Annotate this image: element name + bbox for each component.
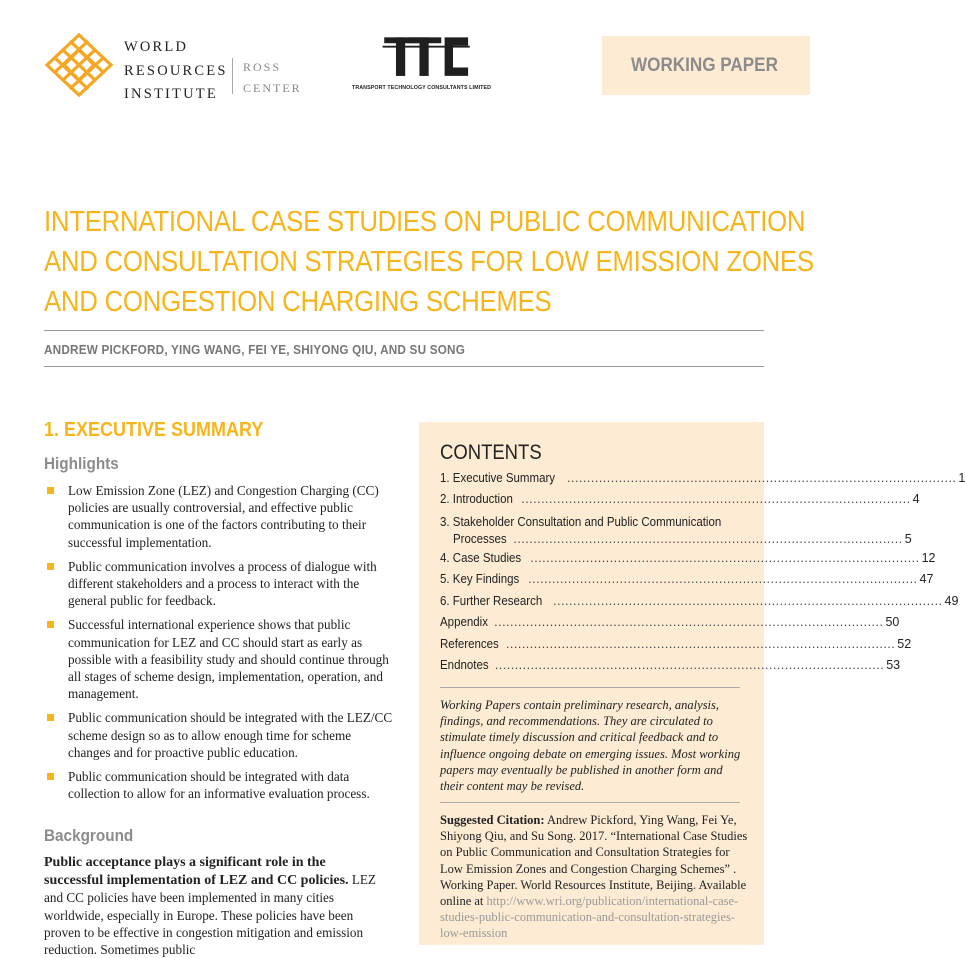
toc-leader: .................................................................................................. (494, 657, 885, 672)
toc-entry[interactable]: 3. Stakeholder Consultation and Public Communication Processes .................................................................................................. 5 (440, 514, 740, 549)
page-title: INTERNATIONAL CASE STUDIES ON PUBLIC COMMUNICATION AND CONSULTATION STRATEGIES FOR LOW EMISSION ZONES AND CONGESTION CHARGING SCHEMES (44, 206, 814, 318)
ttc-logo-icon (352, 34, 502, 86)
authors-line: ANDREW PICKFORD, YING WANG, FEI YE, SHIYONG QIU, AND SU SONG (44, 343, 466, 357)
list-item: Successful international experience shows that public communication for LEZ and CC should start as early as possible with a feasibility study and should continue through all stages of scheme design, implementation, operation, and management. (44, 616, 394, 702)
table-of-contents (440, 471, 965, 679)
list-item: Low Emission Zone (LEZ) and Congestion Charging (CC) policies are usually controversial, and effective public communication is one of the factors contributing to their successful implementation. (44, 482, 394, 551)
toc-entry[interactable]: 5. Key Findings .................................................................................................. 47 (440, 572, 934, 587)
toc-leader: .................................................................................................. (528, 572, 918, 587)
highlights-list (44, 482, 394, 809)
toc-entry[interactable]: Endnotes .................................................................................................. 53 (440, 657, 901, 672)
toc-entry[interactable]: References .................................................................................................. 52 (440, 636, 912, 651)
note-divider (440, 802, 740, 803)
highlights-heading: Highlights (44, 454, 119, 473)
list-item: Public communication involves a process of dialogue with different stakeholders and a process to interact with the general public for feedback. (44, 558, 394, 610)
citation-link[interactable]: http://www.wri.org/publication/international-case-studies-public-communication-and-consultation-strategies-low-emission (440, 894, 739, 941)
title-divider (44, 330, 764, 331)
toc-entry[interactable]: 2. Introduction .................................................................................................. 4 (440, 492, 920, 507)
background-paragraph: Public acceptance plays a significant role in the successful implementation of LEZ and CC policies. LEZ and CC policies have been implemented in many cities worldwide, especially in Europe. These policies have been proven to be effective in congestion mitigation and emission reduction. Sometimes public (44, 855, 376, 958)
toc-leader: .................................................................................................. (553, 593, 943, 608)
contents-divider (440, 687, 740, 688)
toc-leader: .................................................................................................. (505, 636, 896, 651)
authors-divider (44, 366, 764, 367)
bullet-square-icon (47, 487, 54, 494)
toc-entry[interactable]: 6. Further Research .................................................................................................. 49 (440, 593, 959, 608)
list-item: Public communication should be integrated with data collection to allow for an informative evaluation process. (44, 768, 394, 802)
suggested-citation: Suggested Citation: Andrew Pickford, Ying Wang, Fei Ye, Shiyong Qiu, and Su Song. 2017. “International Case Studies on Public Communication and Consultation Strategies for Low Emission Zones and Congestion Charging Schemes” . Working Paper. World Resources Institute, Beijing. Available online at http://www.wri.org/publication/international-case-studies-public-communication-and-consultation-strategies-low-emission (440, 813, 748, 941)
wri-knot-logo-icon (44, 32, 114, 98)
bullet-square-icon (47, 714, 54, 721)
wri-wordmark: WORLD RESOURCES INSTITUTE (124, 39, 228, 102)
toc-leader: .................................................................................................. (521, 492, 911, 507)
list-item: Public communication should be integrated with the LEZ/CC scheme design so as to allow enough time for scheme changes and for proactive public education. (44, 709, 394, 761)
toc-leader: .................................................................................................. (530, 550, 920, 565)
toc-entry[interactable]: 4. Case Studies .................................................................................................. 12 (440, 550, 936, 565)
toc-leader: .................................................................................................. (513, 532, 903, 547)
contents-heading: CONTENTS (440, 441, 542, 464)
ross-center-wordmark: ROSS CENTER (243, 60, 302, 95)
section-heading: 1. EXECUTIVE SUMMARY (44, 419, 264, 441)
bullet-square-icon (47, 563, 54, 570)
toc-leader: .................................................................................................. (494, 615, 884, 630)
working-paper-label: WORKING PAPER (631, 55, 778, 76)
toc-entry[interactable]: Appendix .................................................................................................. 50 (440, 615, 900, 630)
background-heading: Background (44, 826, 134, 845)
ttc-caption: TRANSPORT TECHNOLOGY CONSULTANTS LIMITED (352, 85, 492, 91)
toc-leader: .................................................................................................. (567, 471, 957, 485)
working-paper-note: Working Papers contain preliminary research, analysis, findings, and recommendations. They are circulated to stimulate timely discussion and critical feedback and to influence ongoing debate on emerging issues. Most working papers may eventually be published in another form and their content may be revised. (440, 698, 741, 794)
bullet-square-icon (47, 773, 54, 780)
toc-entry[interactable]: 1. Executive Summary .................................................................................................. 1 (440, 471, 965, 485)
bullet-square-icon (47, 621, 54, 628)
logo-divider (232, 58, 233, 94)
